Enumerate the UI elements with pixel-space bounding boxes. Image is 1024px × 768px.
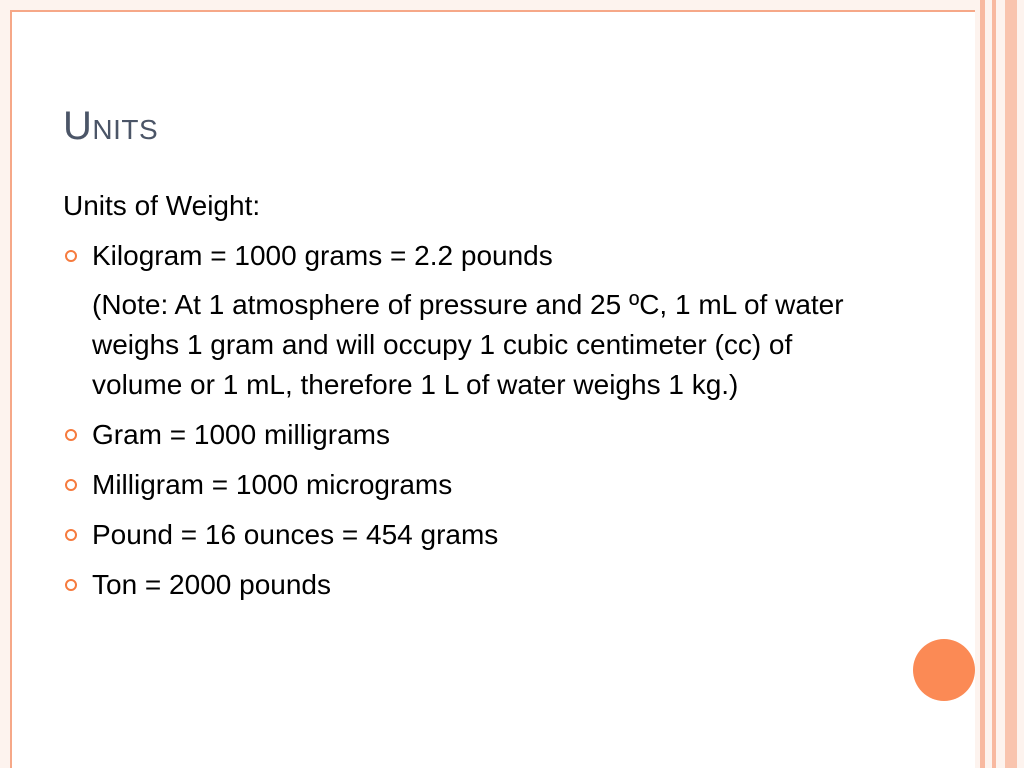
decorative-stripe	[992, 0, 996, 768]
bullet-item	[63, 236, 883, 276]
bullet-icon	[65, 579, 77, 591]
decorative-stripe	[980, 0, 985, 768]
bullet-text: Kilogram = 1000 grams = 2.2 pounds	[92, 240, 553, 271]
bullet-text: Ton = 2000 pounds	[92, 569, 331, 600]
slide-title: Units	[63, 104, 159, 148]
bullet-icon	[65, 250, 77, 262]
bullet-item	[63, 565, 883, 605]
bullet-icon	[65, 429, 77, 441]
bullet-icon	[65, 479, 77, 491]
bullet-text: Pound = 16 ounces = 454 grams	[92, 519, 499, 550]
bullet-text: Gram = 1000 milligrams	[92, 419, 390, 450]
decorative-stripe	[1005, 0, 1017, 768]
decorative-circle	[913, 639, 975, 701]
bullet-icon	[65, 529, 77, 541]
note-text: (Note: At 1 atmosphere of pressure and 25 ºC, 1 mL of water weighs 1 gram and will occupy 1 cubic centimeter (cc) of volume or 1 mL, therefore 1 L of water weighs 1 kg.)	[92, 289, 844, 400]
bullet-item	[63, 465, 883, 505]
bullet-item	[63, 515, 883, 555]
bullet-item	[63, 415, 883, 455]
section-heading: Units of Weight:	[63, 190, 261, 221]
slide-content	[63, 186, 883, 615]
bullet-text: Milligram = 1000 micrograms	[92, 469, 453, 500]
